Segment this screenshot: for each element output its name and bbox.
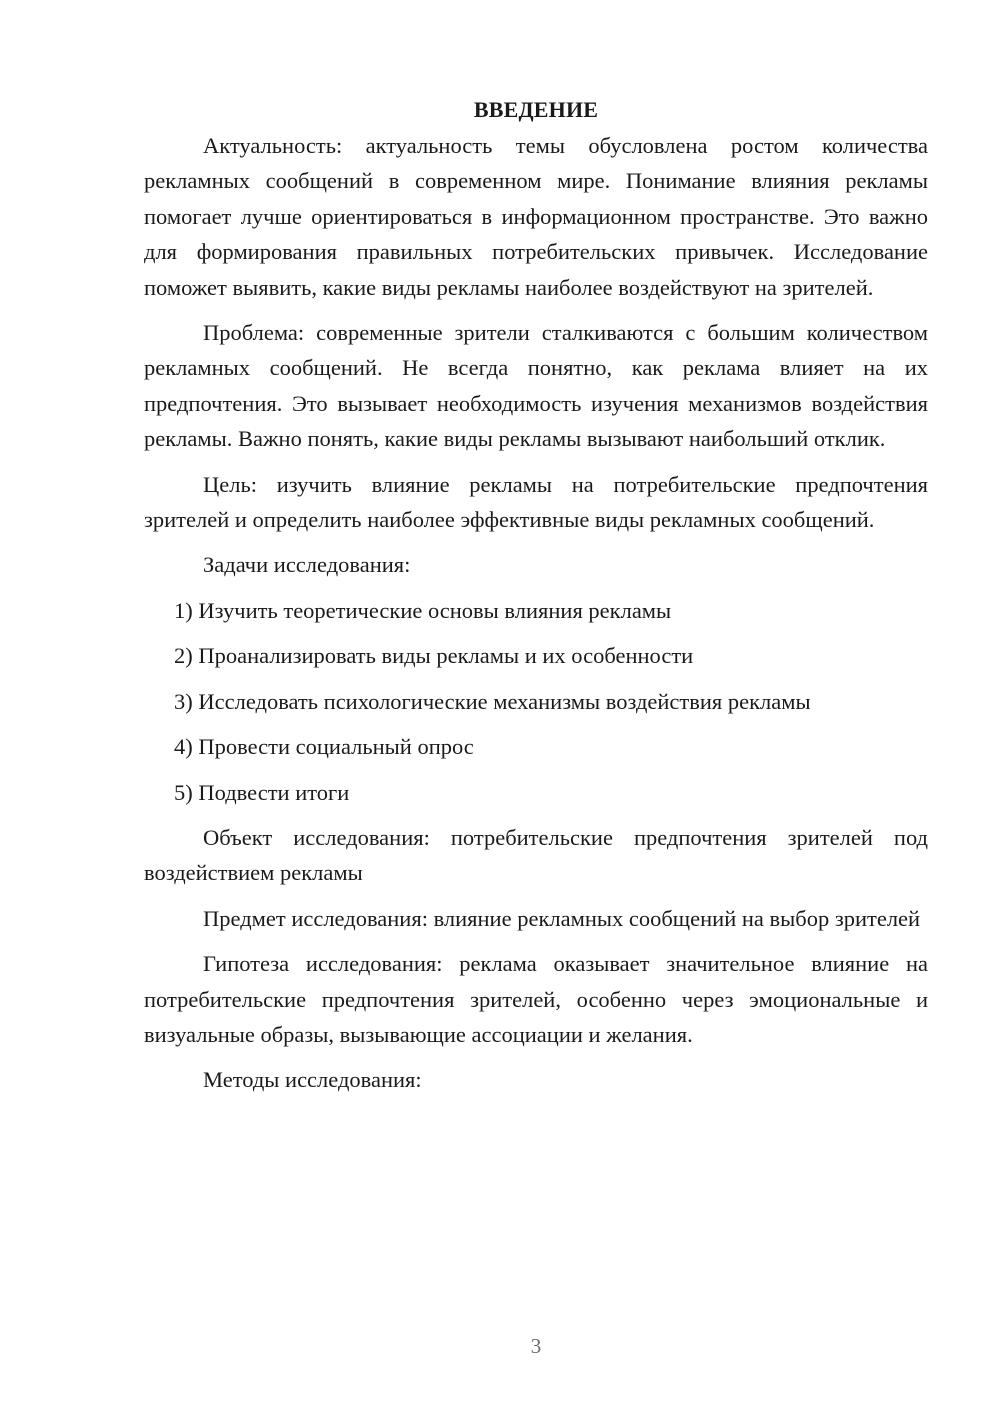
task-list — [144, 593, 928, 810]
paragraph-tasks-intro: Задачи исследования: — [203, 552, 411, 578]
page-number: 3 — [530, 1334, 542, 1358]
page-title: ВВЕДЕНИЕ — [473, 97, 599, 122]
list-item: 4) Провести социальный опрос — [174, 734, 474, 760]
document-page — [144, 92, 928, 1108]
list-item: 5) Подвести итоги — [174, 779, 350, 805]
paragraph-methods: Методы исследования: — [203, 1067, 422, 1093]
paragraph-problem: Проблема: современные зрители сталкиваются с большим количеством рекламных сообщений. Не всегда понятно, как реклама влияет на их предпочтения. Это вызывает необходимость изучения механизмов воздействия рекламы. Важно понять, какие виды рекламы вызывают наибольший отклик. — [144, 320, 928, 452]
paragraph-object: Объект исследования: потребительские предпочтения зрителей под воздействием рекламы — [144, 824, 928, 886]
list-item: 1) Изучить теоретические основы влияния рекламы — [174, 597, 672, 623]
paragraph-subject: Предмет исследования: влияние рекламных сообщений на выбор зрителей — [203, 905, 921, 931]
paragraph-relevance: Актуальность: актуальность темы обусловлена ростом количества рекламных сообщений в современном мире. Понимание влияния рекламы помогает лучше ориентироваться в информационном пространстве. Это важно для формирования правильных потребительских привычек. Исследование поможет выявить, какие виды рекламы наиболее воздействуют на зрителей. — [144, 133, 928, 300]
paragraph-goal: Цель: изучить влияние рекламы на потребительские предпочтения зрителей и определить наиболее эффективные виды рекламных сообщений. — [144, 471, 928, 533]
paragraph-hypothesis: Гипотеза исследования: реклама оказывает значительное влияние на потребительские предпочтения зрителей, особенно через эмоциональные и визуальные образы, вызывающие ассоциации и желания. — [144, 951, 928, 1047]
list-item: 3) Исследовать психологические механизмы воздействия рекламы — [174, 688, 811, 714]
list-item: 2) Проанализировать виды рекламы и их особенности — [174, 643, 694, 669]
